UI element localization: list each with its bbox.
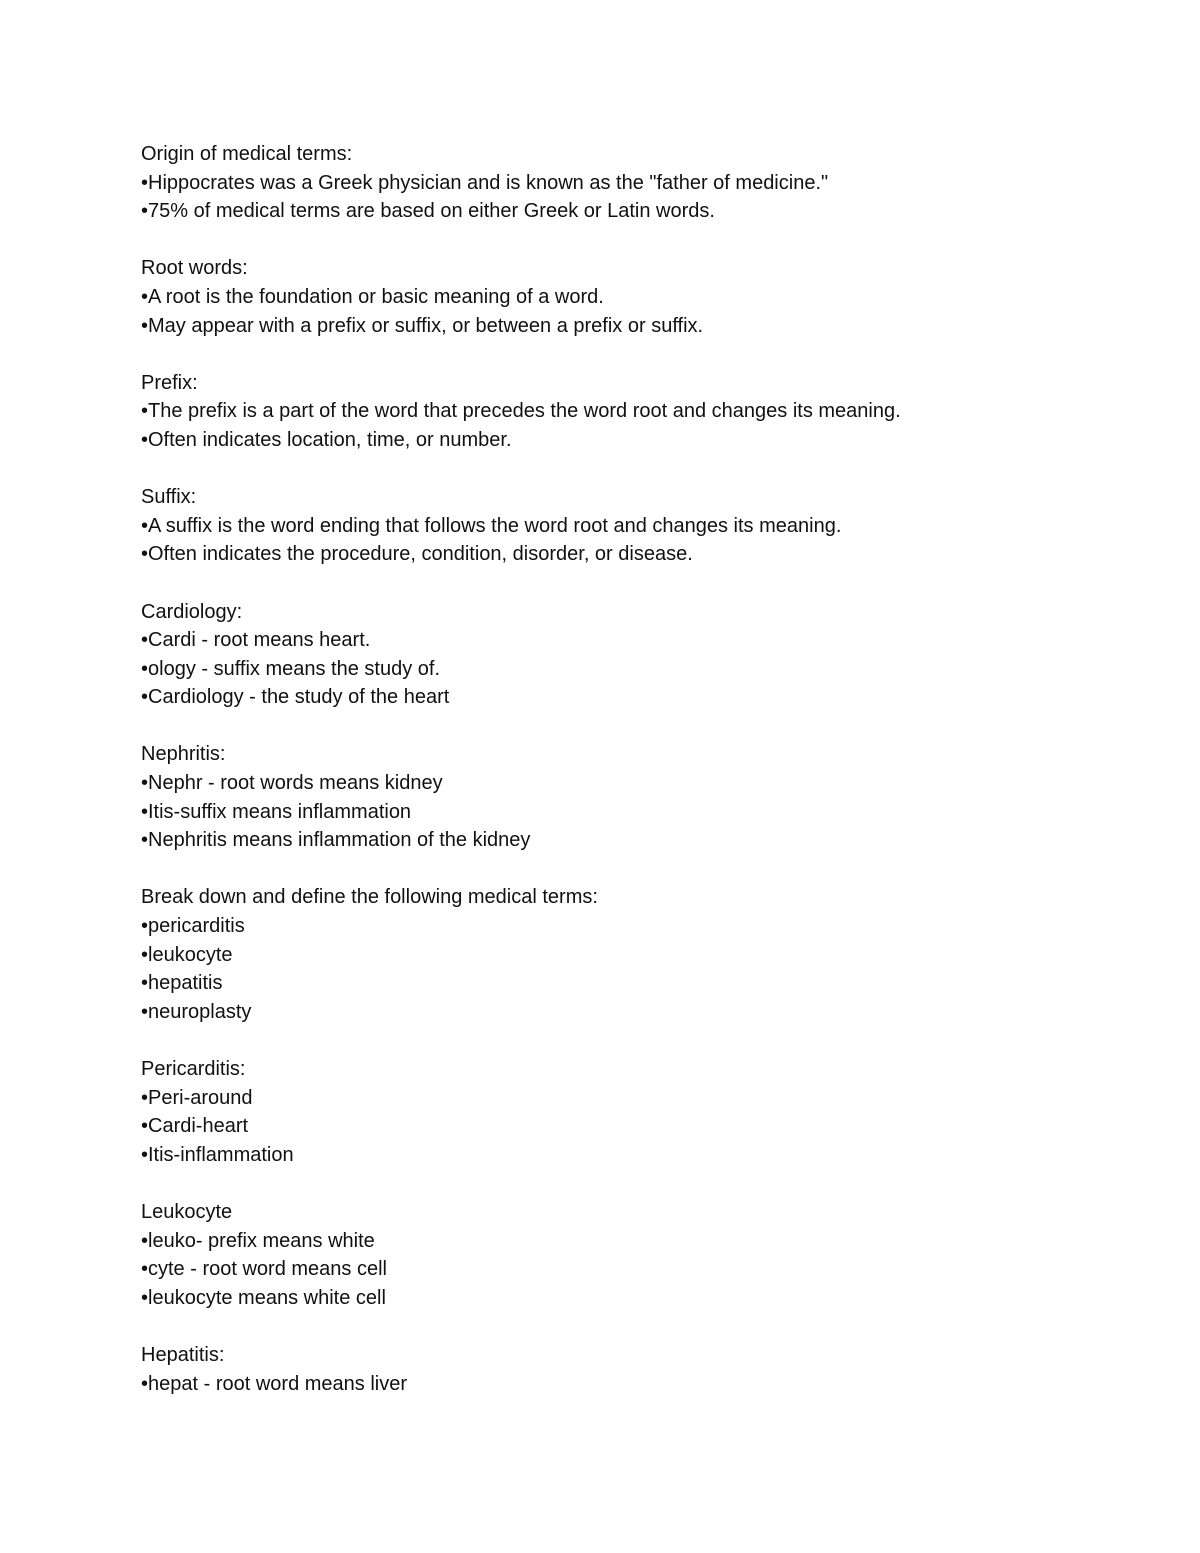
section-heading: Leukocyte xyxy=(141,1200,233,1223)
bullet-line: •pericarditis xyxy=(141,915,245,938)
section-break-down-terms xyxy=(141,883,1101,1026)
section-heading: Pericarditis: xyxy=(141,1058,246,1080)
section-prefix xyxy=(141,369,1101,455)
bullet-line: •Often indicates location, time, or number. xyxy=(141,428,512,451)
bullet-line: •Cardiology - the study of the heart xyxy=(141,686,450,709)
bullet-line: •Hippocrates was a Greek physician and is known as the "father of medicine." xyxy=(141,171,829,194)
bullet-line: •Nephr - root words means kidney xyxy=(141,772,443,795)
section-heading: Suffix: xyxy=(141,486,197,509)
section-hepatitis xyxy=(141,1341,1101,1398)
section-nephritis xyxy=(141,740,1101,854)
bullet-line: •Cardi - root means heart. xyxy=(141,629,371,652)
bullet-line: •leukocyte means white cell xyxy=(141,1286,386,1309)
bullet-line: •Cardi-heart xyxy=(141,1115,249,1138)
section-heading: Hepatitis: xyxy=(141,1343,225,1366)
bullet-line: •A suffix is the word ending that follows the word root and changes its meaning. xyxy=(141,514,842,537)
section-heading: Nephritis: xyxy=(141,743,226,766)
section-leukocyte xyxy=(141,1198,1101,1312)
bullet-line: •Peri-around xyxy=(141,1086,253,1109)
section-origin-of-medical-terms xyxy=(141,140,1101,226)
bullet-line: •A root is the foundation or basic meaning of a word. xyxy=(141,285,604,308)
bullet-line: •hepatitis xyxy=(141,972,223,995)
bullet-line: •neuroplasty xyxy=(141,1000,252,1023)
section-heading: Origin of medical terms: xyxy=(141,143,353,165)
bullet-line: •Itis-inflammation xyxy=(141,1143,294,1166)
bullet-line: •leuko- prefix means white xyxy=(141,1229,375,1252)
section-heading: Prefix: xyxy=(141,371,198,394)
section-heading: Root words: xyxy=(141,257,248,280)
bullet-line: •Nephritis means inflammation of the kidney xyxy=(141,829,531,852)
bullet-line: •The prefix is a part of the word that precedes the word root and changes its meaning. xyxy=(141,400,901,423)
bullet-line: •Itis-suffix means inflammation xyxy=(141,800,412,823)
bullet-line: •leukocyte xyxy=(141,943,233,966)
bullet-line: •75% of medical terms are based on either Greek or Latin words. xyxy=(141,200,715,223)
section-root-words xyxy=(141,254,1101,340)
bullet-line: •May appear with a prefix or suffix, or between a prefix or suffix. xyxy=(141,314,704,337)
bullet-line: •cyte - root word means cell xyxy=(141,1258,387,1281)
bullet-line: •hepat - root word means liver xyxy=(141,1372,408,1395)
section-suffix xyxy=(141,483,1101,569)
section-heading: Break down and define the following medical terms: xyxy=(141,886,598,909)
section-pericarditis xyxy=(141,1055,1101,1169)
bullet-line: •ology - suffix means the study of. xyxy=(141,657,441,680)
bullet-line: •Often indicates the procedure, condition, disorder, or disease. xyxy=(141,543,693,566)
document-body xyxy=(141,140,1101,1427)
section-cardiology xyxy=(141,598,1101,712)
section-heading: Cardiology: xyxy=(141,600,243,623)
